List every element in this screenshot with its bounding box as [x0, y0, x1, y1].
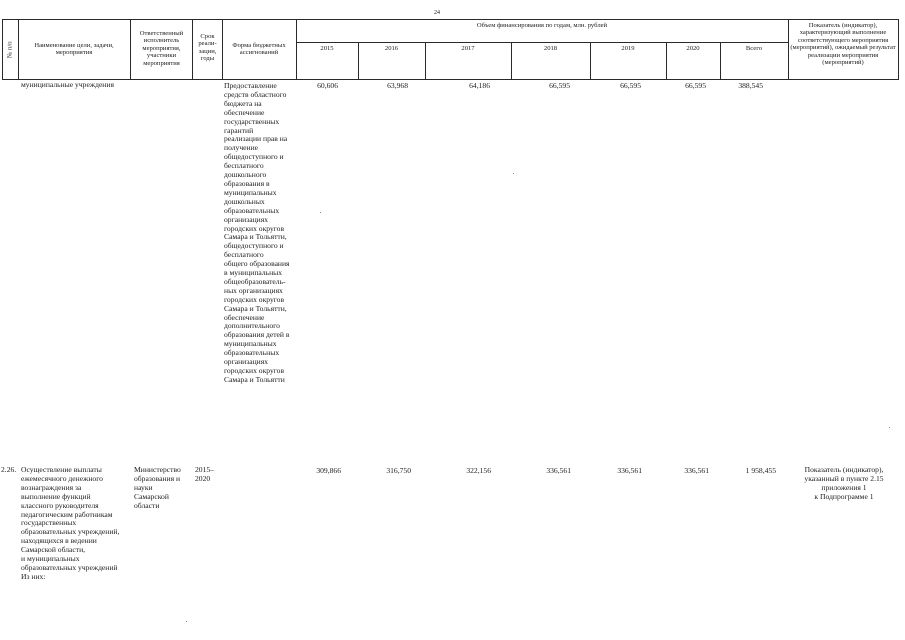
header-total: Всего — [745, 45, 763, 52]
finance-subheader-line — [296, 42, 788, 43]
col-divider-indicator — [788, 19, 789, 80]
col-divider-4 — [222, 19, 223, 80]
header-year-2016: 2016 — [384, 45, 399, 52]
header-year-2017: 2017 — [461, 45, 475, 52]
row1-value-total: 388,545 — [738, 81, 763, 90]
row1-value-2016: 63,968 — [387, 81, 408, 90]
header-col-name: Наименование цели, задачи, мероприятия — [34, 42, 114, 57]
scan-speck — [889, 427, 890, 428]
row2-value-total: 1 958,455 — [745, 466, 776, 475]
col-divider-1 — [18, 19, 19, 80]
row2-value-2017: 322,156 — [466, 466, 491, 475]
header-bottom-border — [2, 79, 899, 80]
row2-value-2018: 336,561 — [546, 466, 571, 475]
scan-speck — [186, 621, 187, 622]
header-col-num: № п/п — [6, 41, 14, 59]
col-divider-2 — [130, 19, 131, 80]
row1-value-2019: 66,595 — [620, 81, 641, 90]
row2-executor: Министерство образования и науки Самарской области — [134, 465, 181, 510]
row2-value-2015: 309,866 — [316, 466, 341, 475]
header-col-exec: Ответственный исполнитель мероприятия, участники мероприятия — [139, 30, 184, 67]
row2-value-2019: 336,561 — [617, 466, 642, 475]
row1-value-2018: 66,595 — [549, 81, 570, 90]
header-year-2018: 2018 — [543, 45, 558, 52]
header-year-2020: 2020 — [686, 45, 700, 52]
row1-value-2015: 60,606 — [317, 81, 338, 90]
col-divider-3 — [192, 19, 193, 80]
row2-name: Осуществление выплаты ежемесячного денежного вознаграждения за выполнение функций классного руководителя педагогическим работникам государственных образовательных учреждений, находящихся в ведении Самарской области, и муниципальных образовательных учреждений Из них: — [21, 465, 120, 581]
table-right-border — [898, 19, 899, 80]
header-year-2019: 2019 — [621, 45, 635, 52]
page-number: 24 — [434, 10, 440, 16]
scan-speck — [513, 173, 514, 174]
row1-name: муниципальные учреждения — [21, 80, 114, 89]
table-top-border — [2, 19, 899, 20]
header-col-indicator: Показатель (индикатор), характеризующий выполнение соответствующего мероприятия (мероприятий), ожидаемый результат реализации мероприятия (мероприятий) — [790, 22, 896, 67]
row1-form-text: Предоставление средств областного бюджета на обеспечение государственных гарантий реализации прав на получение общедоступного и бесплатного дошкольного образования в муниципальных дошкольных образовательных организациях городских округов Самара и Тольятти, общедоступного и бесплатного общего образования в муниципальных общеобразователь- ных организациях городских округов Самара и Тольятти, обеспечение дополнительного образования детей в муниципальных образовательных организациях городских округов Самара и Тольятти — [224, 81, 290, 384]
row1-value-2020: 66,595 — [685, 81, 706, 90]
row1-value-2017: 64,186 — [469, 81, 490, 90]
row2-number: 2.26. — [1, 465, 17, 474]
header-col-form: Форма бюджетных ассигнований — [232, 42, 286, 57]
header-year-2015: 2015 — [320, 45, 334, 52]
table-left-border — [2, 19, 3, 80]
row2-term: 2015– 2020 — [195, 465, 214, 483]
row2-indicator: Показатель (индикатор), указанный в пункте 2.15 приложения 1 к Подпрограмме 1 — [804, 465, 884, 501]
scan-speck — [320, 212, 321, 213]
row2-value-2020: 336,561 — [684, 466, 709, 475]
header-col-term: Срок реали-зации, годы — [198, 33, 217, 63]
row2-value-2016: 316,750 — [386, 466, 411, 475]
header-col-finance: Объем финансирования по годам, млн. рублей — [476, 22, 608, 29]
